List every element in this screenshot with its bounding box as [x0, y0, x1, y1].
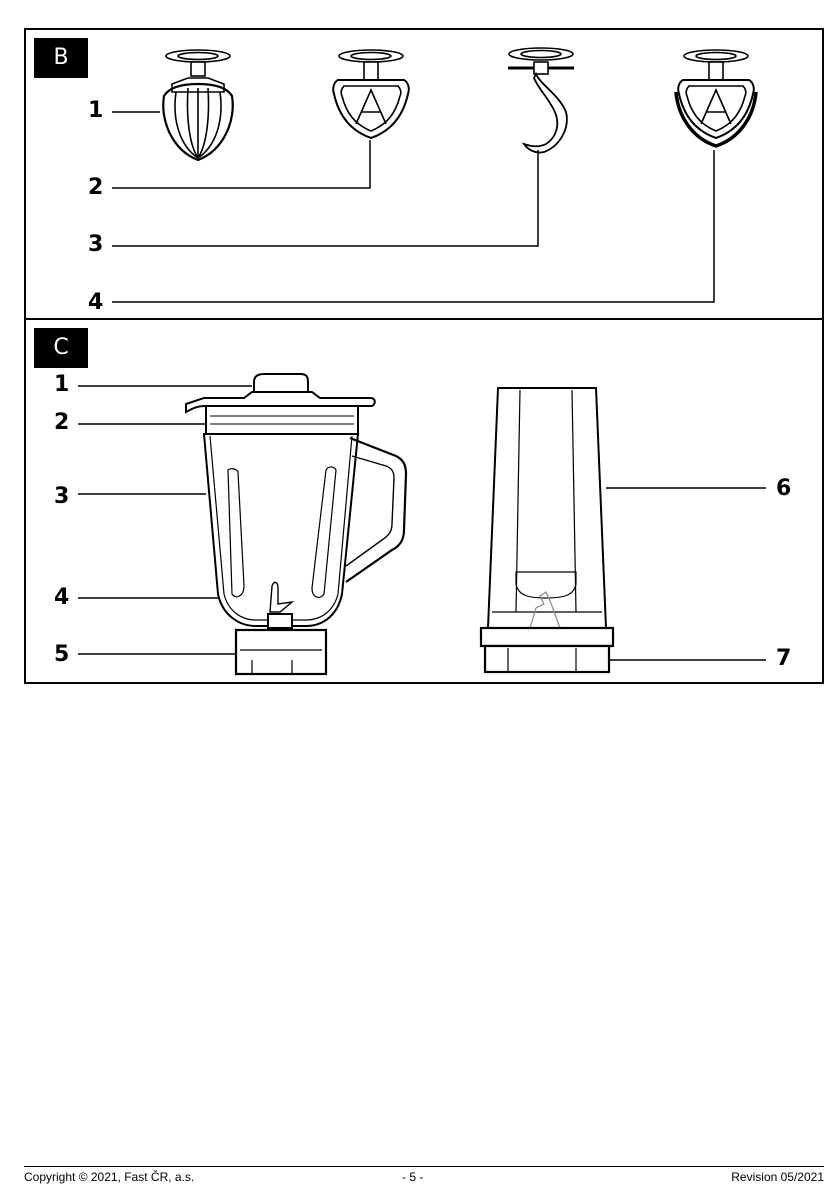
dough-hook-icon: [508, 48, 574, 153]
leader-line-b-2: [112, 140, 370, 188]
scraper-beater-icon: [676, 50, 756, 146]
callout-b-1: 1: [88, 98, 104, 123]
leader-line-b-4: [112, 150, 714, 302]
page-number: - 5 -: [402, 1170, 424, 1184]
callout-b-4: 4: [88, 290, 104, 315]
callout-c-6: 6: [776, 476, 792, 501]
flat-beater-icon: [333, 50, 409, 138]
footer-revision: Revision 05/2021: [731, 1170, 824, 1184]
panel-b-tag: B: [34, 38, 88, 78]
callout-b-2: 2: [88, 175, 104, 200]
leader-line-b-3: [112, 150, 538, 246]
callout-c-2: 2: [54, 410, 70, 435]
panel-c-tag: C: [34, 328, 88, 368]
balloon-whisk-icon: [163, 50, 233, 160]
callout-c-4: 4: [54, 585, 70, 610]
callout-c-7: 7: [776, 646, 792, 671]
callout-c-5: 5: [54, 642, 70, 667]
callout-b-3: 3: [88, 232, 104, 257]
sport-bottle-icon: [481, 388, 613, 672]
blender-jug-icon: [186, 374, 406, 674]
callout-c-3: 3: [54, 484, 70, 509]
footer-copyright: Copyright © 2021, Fast ČR, a.s.: [24, 1170, 195, 1184]
footer-divider: [24, 1166, 824, 1167]
callout-c-1: 1: [54, 372, 70, 397]
